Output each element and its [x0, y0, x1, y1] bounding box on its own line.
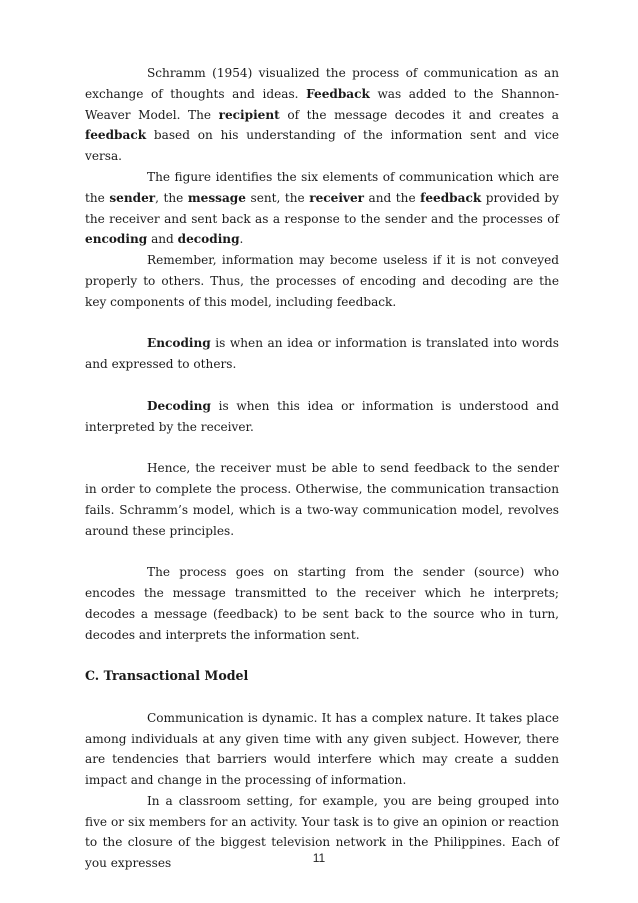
- spacer: [85, 687, 559, 708]
- paragraph-classroom-example: In a classroom setting, for example, you are being grouped into five or six members for an activity. Your task is to give an opinion or reaction to the closure of the biggest television network in the Philippines. Each of you expresses: [85, 793, 559, 871]
- spacer: [85, 313, 559, 334]
- spacer: [85, 645, 559, 666]
- section-heading-transactional-model: C. Transactional Model: [85, 668, 249, 684]
- spacer: [85, 375, 559, 396]
- paragraph-decoding-definition: Decoding is when this idea or information is understood and interpreted by the receiver.: [85, 398, 559, 434]
- spacer: [85, 437, 559, 458]
- paragraph-schramm-intro: Schramm (1954) visualized the process of communication as an exchange of thoughts and ideas. Feedback was added to the Shannon-Weaver Model. The recipient of the message decodes it and creates a feedback based on his understanding of the information sent and vice versa.: [85, 66, 560, 164]
- paragraph-communication-dynamic: Communication is dynamic. It has a complex nature. It takes place among individuals at any given time with any given subject. However, there are tendencies that barriers would interfere which may create a sudden impact and change in the processing of information.: [85, 710, 559, 788]
- paragraph-hence: Hence, the receiver must be able to send feedback to the sender in order to complete the process. Otherwise, the communication transaction fails. Schramm’s model, which is a two-way communication model, revolves around these principles.: [85, 461, 559, 538]
- page-body: [85, 63, 559, 874]
- page-number: 11: [312, 851, 326, 865]
- paragraph-encoding-definition: Encoding is when an idea or information is translated into words and expressed to others.: [85, 336, 559, 372]
- paragraph-remember: Remember, information may become useless if it is not conveyed properly to others. Thus, the processes of encoding and decoding are the key components of this model, including feedback.: [85, 253, 559, 309]
- paragraph-process: The process goes on starting from the sender (source) who encodes the message transmitted to the receiver which he interprets; decodes a message (feedback) to be sent back to the source who in turn, decodes and interprets the information sent.: [85, 565, 559, 642]
- spacer: [85, 541, 559, 562]
- paragraph-six-elements: The figure identifies the six elements of communication which are the sender, the message sent, the receiver and the feedback provided by the receiver and sent back as a response to the sender and the processes of encoding and decoding.: [85, 169, 559, 247]
